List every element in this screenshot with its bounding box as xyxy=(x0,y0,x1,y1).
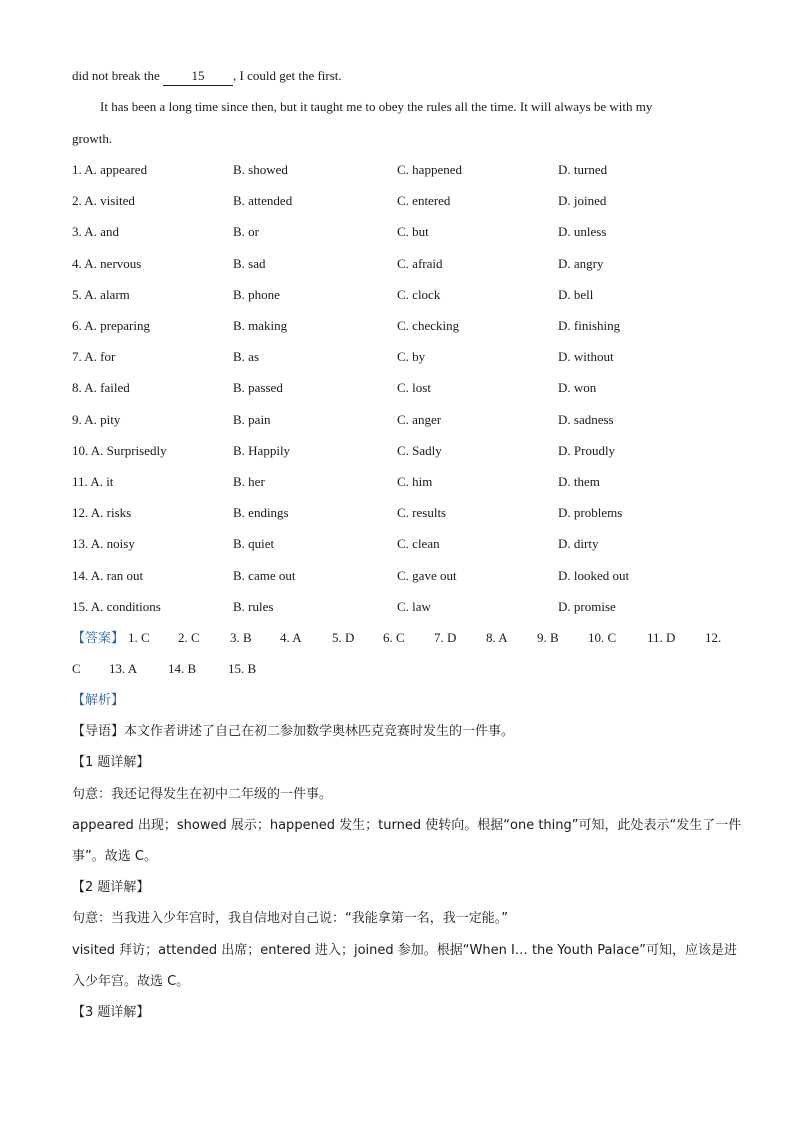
option-d: D. without xyxy=(558,349,614,365)
option-c: C. entered xyxy=(397,193,451,209)
option-b: B. as xyxy=(233,349,259,365)
answer-item: C xyxy=(72,661,81,676)
answer-item: 14. B xyxy=(168,661,197,676)
option-d: D. turned xyxy=(558,162,608,177)
option-c: C. afraid xyxy=(397,255,443,271)
blank-15: 15 xyxy=(163,67,233,86)
answer-item: 13. A xyxy=(109,661,138,676)
passage-line-2: It has been a long time since then, but it taught me to obey the rules all the time. It will always be with my xyxy=(100,99,653,114)
option-a: 4. A. nervous xyxy=(72,255,142,271)
q2-explanation: visited 拜访；attended 出席；entered 进入；joined 参加。根据“When I… the Youth Palace”可知，应该是进 xyxy=(72,943,737,958)
answer-item: 1. C xyxy=(128,630,150,645)
option-b: B. came out xyxy=(233,567,296,583)
option-a: 5. A. alarm xyxy=(72,286,130,302)
option-c: C. Sadly xyxy=(397,442,442,458)
option-b: B. making xyxy=(233,318,288,333)
option-c: C. but xyxy=(397,224,429,240)
option-b: B. endings xyxy=(233,505,289,521)
option-b: B. quiet xyxy=(233,536,275,552)
q1-label: 【1 题详解】 xyxy=(72,755,150,770)
answer-item: 10. C xyxy=(588,630,617,645)
option-c: C. anger xyxy=(397,411,442,427)
option-c: C. happened xyxy=(397,162,462,177)
answer-item: 3. B xyxy=(230,630,252,645)
passage-text: , I could get the first. xyxy=(232,68,342,83)
option-a: 14. A. ran out xyxy=(72,567,144,583)
answer-item: 15. B xyxy=(228,661,257,676)
answer-item: 8. A xyxy=(486,630,508,645)
option-a: 6. A. preparing xyxy=(72,318,150,333)
option-b: B. rules xyxy=(233,598,274,614)
passage-line-1 xyxy=(72,67,342,86)
guide-text: 本文作者讲述了自己在初二参加数学奥林匹克竞赛时发生的一件事。 xyxy=(124,724,515,739)
option-c: C. by xyxy=(397,349,426,365)
option-d: D. bell xyxy=(558,286,594,302)
answer-item: 12. xyxy=(705,630,722,645)
analysis-label: 【解析】 xyxy=(72,693,125,708)
q2-meaning: 句意：当我进入少年宫时，我自信地对自己说：“我能拿第一名，我一定能。” xyxy=(72,911,508,926)
option-b: B. or xyxy=(233,224,259,240)
answer-item: 2. C xyxy=(178,630,200,645)
option-d: D. problems xyxy=(558,505,623,521)
option-a: 15. A. conditions xyxy=(72,598,161,614)
option-a: 2. A. visited xyxy=(72,193,135,209)
option-b: B. attended xyxy=(233,193,293,209)
answer-item: 9. B xyxy=(537,630,559,645)
option-b: B. pain xyxy=(233,411,271,427)
passage-text: did not break the xyxy=(72,68,163,83)
option-c: C. him xyxy=(397,474,433,489)
option-d: D. them xyxy=(558,474,600,489)
option-d: D. angry xyxy=(558,255,604,271)
guide-paragraph xyxy=(72,723,514,741)
option-b: B. passed xyxy=(233,380,283,396)
option-b: B. phone xyxy=(233,286,280,302)
option-c: C. clean xyxy=(397,536,440,552)
option-d: D. won xyxy=(558,380,597,396)
q1-meaning: 句意：我还记得发生在初中二年级的一件事。 xyxy=(72,787,333,802)
option-d: D. joined xyxy=(558,193,607,209)
option-c: C. checking xyxy=(397,318,460,333)
option-d: D. promise xyxy=(558,598,616,614)
option-b: B. Happily xyxy=(233,442,291,458)
option-a: 8. A. failed xyxy=(72,380,130,396)
option-c: C. clock xyxy=(397,286,441,302)
option-d: D. looked out xyxy=(558,567,630,583)
option-d: D. dirty xyxy=(558,536,599,552)
passage-line-3: growth. xyxy=(72,131,113,146)
option-a: 12. A. risks xyxy=(72,505,132,521)
option-c: C. law xyxy=(397,598,431,614)
answer-item: 4. A xyxy=(280,630,302,645)
option-a: 10. A. Surprisedly xyxy=(72,442,167,458)
option-a: 13. A. noisy xyxy=(72,536,135,552)
option-d: D. finishing xyxy=(558,318,621,333)
q1-explanation: appeared 出现；showed 展示；happened 发生；turned 使转向。根据“one thing”可知，此处表示“发生了一件 xyxy=(72,818,742,833)
option-a: 11. A. it xyxy=(72,474,114,489)
guide-label: 【导语】 xyxy=(72,724,125,739)
q2-explanation-cont: 入少年宫。故选 C。 xyxy=(72,974,190,989)
q1-explanation-cont: 事”。故选 C。 xyxy=(72,849,157,864)
answer-item: 7. D xyxy=(434,630,457,645)
option-d: D. unless xyxy=(558,224,607,240)
option-a: 7. A. for xyxy=(72,349,116,365)
answer-item: 11. D xyxy=(647,630,676,645)
option-d: D. Proudly xyxy=(558,442,616,458)
option-c: C. lost xyxy=(397,380,431,396)
option-a: 3. A. and xyxy=(72,224,119,240)
option-d: D. sadness xyxy=(558,411,614,427)
answer-item: 5. D xyxy=(332,630,355,645)
answer-label: 【答案】 xyxy=(72,631,125,646)
option-a: 9. A. pity xyxy=(72,411,121,427)
option-b: B. sad xyxy=(233,255,266,271)
answer-item: 6. C xyxy=(383,630,405,645)
option-c: C. results xyxy=(397,505,447,521)
q3-label: 【3 题详解】 xyxy=(72,1005,150,1020)
q2-label: 【2 题详解】 xyxy=(72,880,150,895)
option-b: B. her xyxy=(233,474,265,489)
option-a: 1. A. appeared xyxy=(72,162,148,177)
option-b: B. showed xyxy=(233,162,288,177)
option-c: C. gave out xyxy=(397,567,457,583)
